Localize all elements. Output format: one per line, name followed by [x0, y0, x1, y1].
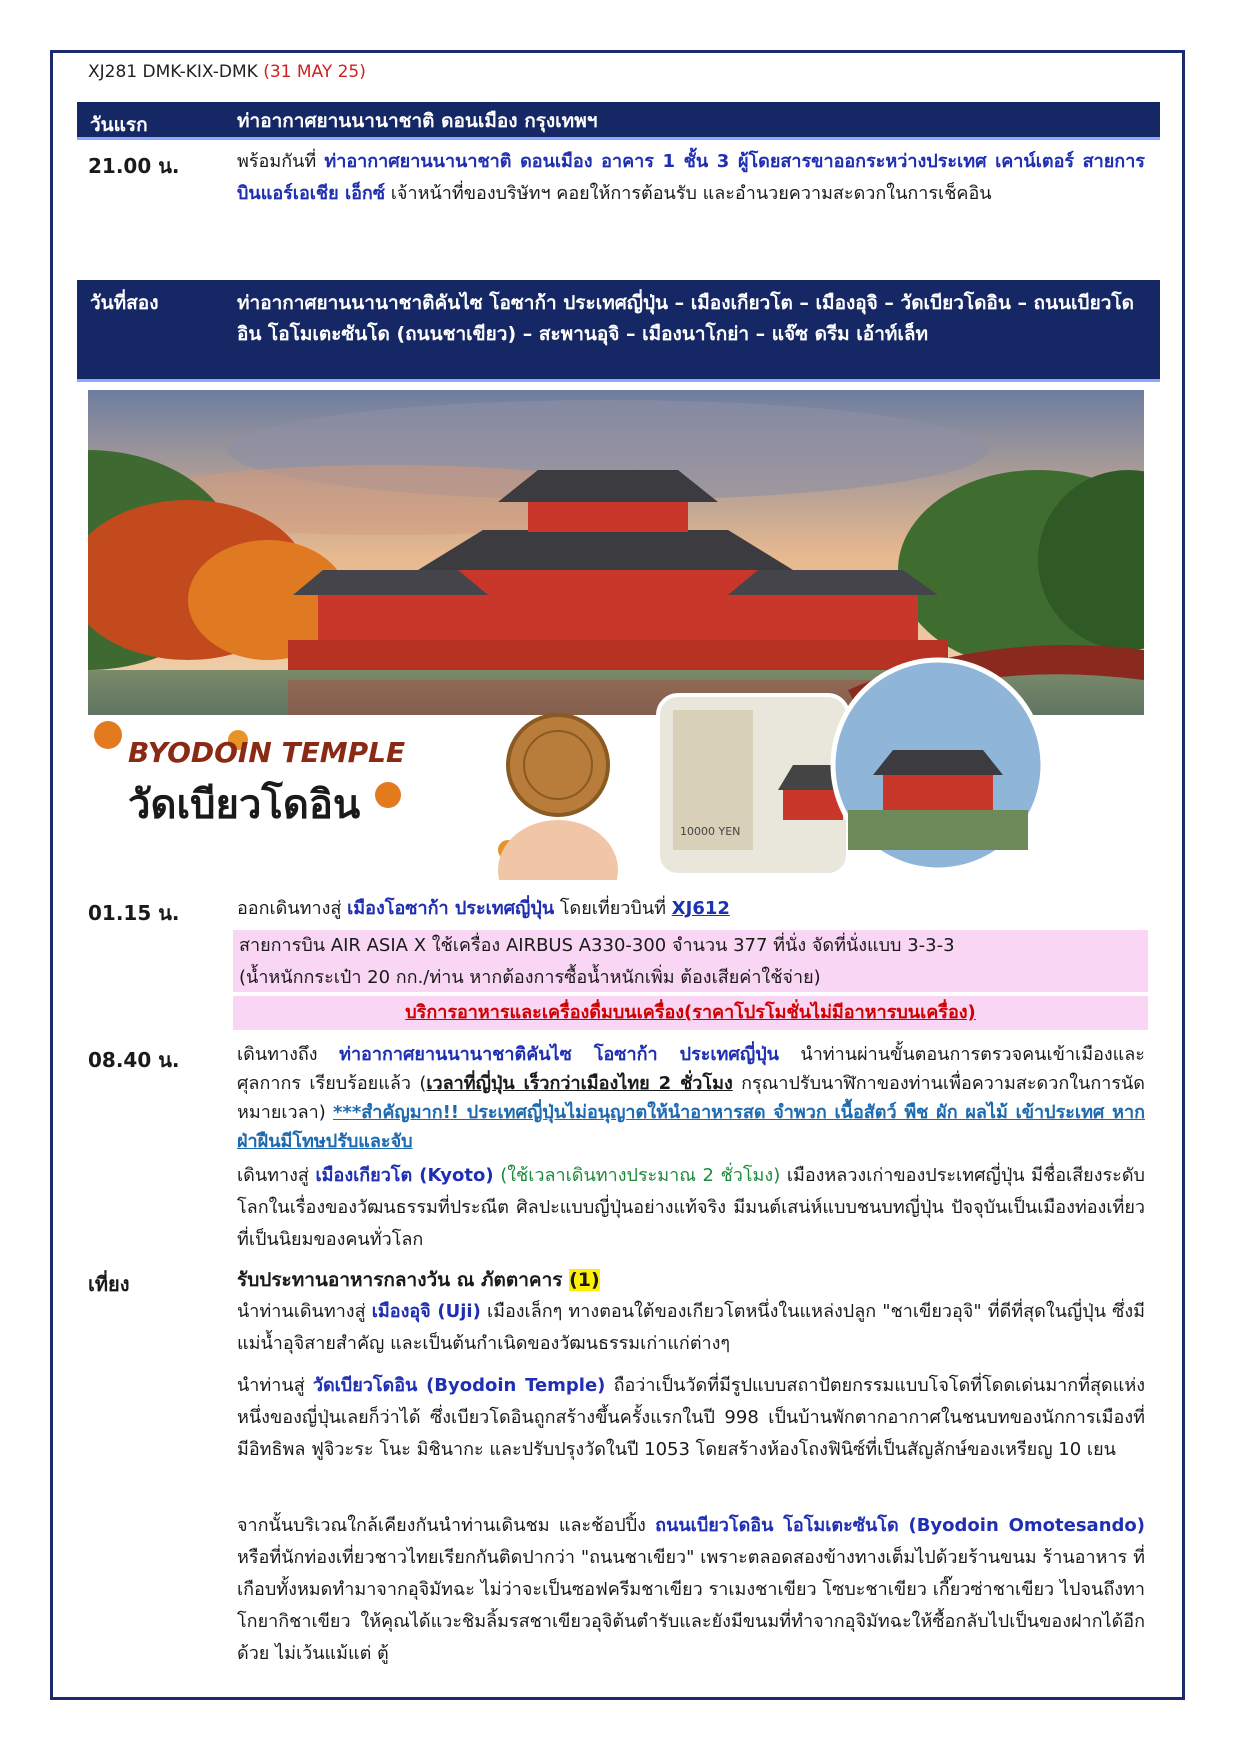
day1-p1: พร้อมกันที่	[237, 151, 317, 172]
time-0840: 08.40 น.	[88, 1048, 180, 1072]
banner-illustration	[88, 390, 1144, 880]
day1-title: ท่าอากาศยานนานาชาติ ดอนเมือง กรุงเทพฯ	[237, 110, 598, 132]
kyoto-paragraph	[237, 1160, 1145, 1256]
uji-name: เมืองอุจิ (Uji)	[371, 1301, 481, 1322]
arrive-c: นำท่านผ่านขั้นตอนการตรวจคนเข้าเมืองและศุลกากร เรียบร้อยแล้ว (	[237, 1044, 1145, 1094]
arrive-a: เดินทางถึง	[237, 1044, 318, 1065]
flight-c: โดยเที่ยวบินที่	[559, 898, 667, 919]
banknote-text: 10000 YEN	[680, 825, 741, 838]
temple-c: ถือว่าเป็นวัดที่มีรูปแบบสถาปัตยกรรมแบบโจโดที่โดดเด่นมากที่สุดแห่งหนึ่งของญี่ปุ่นเลยก็ว่าได้ ซึ่งเบียวโดอินถูกสร้างขึ้นครั้งแรกในปี 998 เป็นบ้านพักตากอากาศในชนบทของนักการเมืองที่มีอิทธิพล ฟูจิวะระ โนะ มิชินากะ และปรับปรุงวัดในปี 1053 โดยสร้างห้องโถงฟินิซ์ที่เป็นสัญลักษ์ของเหรียญ 10 เยน	[237, 1375, 1145, 1460]
flight-info-box	[233, 930, 1148, 992]
flight-destination: เมืองโอซาก้า ประเทศญี่ปุ่น	[347, 898, 555, 919]
flight-a: ออกเดินทางสู่	[237, 898, 342, 919]
flight-code-line	[88, 62, 366, 82]
day1-header-bar	[77, 102, 1160, 140]
meal-note: บริการอาหารและเครื่องดื่มบนเครื่อง(ราคาโปรโมชั่นไม่มีอาหารบนเครื่อง)	[405, 1002, 976, 1023]
meal-number-badge: (1)	[569, 1269, 600, 1291]
arrival-paragraph	[237, 1040, 1145, 1156]
kyoto-name: เมืองเกียวโต (Kyoto)	[315, 1165, 494, 1186]
lunch-line	[237, 1264, 1145, 1296]
flight-info-2: (น้ำหนักกระเป๋า 20 กก./ท่าน หากต้องการซื้อน้ำหนักเพิ่ม ต้องเสียค่าใช้จ่าย)	[239, 967, 821, 988]
kyoto-d: เมืองหลวงเก่าของประเทศญี่ปุ่น มีชื่อเสียงระดับโลกในเรื่องของวัฒนธรรมที่ประณีต ศิลปะแบบญี่ปุ่นอย่างแท้จริง มีมนต์เสน่ห์แบบชนบทญี่ปุ่น ปัจจุบันเป็นเมืองท่องเที่ยวที่เป็นนิยมของคนทั่วโลก	[237, 1165, 1145, 1250]
time-2100: 21.00 น.	[88, 154, 180, 178]
banner-title-en: BYODOIN TEMPLE	[128, 736, 406, 769]
day1-label: วันแรก	[90, 114, 148, 136]
arrive-airport: ท่าอากาศยานนานาชาติคันไซ โอซาก้า ประเทศญี่ปุ่น	[339, 1044, 779, 1065]
day1-p2: ท่าอากาศยานนานาชาติ ดอนเมือง อาคาร 1 ชั้น 3 ผู้โดยสารขาออกระหว่างประเทศ เคาน์เตอร์ สายการบินแอร์เอเชีย เอ็กซ์	[237, 151, 1145, 204]
flight-info-1: สายการบิน AIR ASIA X ใช้เครื่อง AIRBUS A330-300 จำนวน 377 ที่นั่ง จัดที่นั่งแบบ 3-3-3	[239, 935, 955, 956]
byodoin-banner-image	[88, 390, 1144, 880]
kyoto-duration: (ใช้เวลาเดินทางประมาณ 2 ชั่วโมง)	[500, 1165, 781, 1186]
street-a: จากนั้นบริเวณใกล้เคียงกันนำท่านเดินชม และช้อปปิ้ง	[237, 1515, 646, 1536]
street-c: หรือที่นักท่องเที่ยวชาวไทยเรียกกันติดปากว่า "ถนนชาเขียว" เพราะตลอดสองข้างทางเต็มไปด้วยร้านขนม ร้านอาหาร ที่เกือบทั้งหมดทำมาจากอุจิมัทฉะ ไม่ว่าจะเป็นซอฟครีมชาเขียว ราเมงชาเขียว โซบะชาเขียว เกี๊ยวซ่าชาเขียว ไปจนถึงทาโกยากิชาเขียว ให้คุณได้แวะชิมลิ้มรสชาเขียวอุจิต้นตำรับและยังมีขนมที่ทำจากอุจิมัทฉะให้ซื้อกลับไปเป็นของฝากได้อีกด้วย ไม่เว้นแม้แต่ ตู้	[237, 1547, 1145, 1664]
flight-number-link[interactable]: XJ612	[671, 898, 730, 919]
uji-c: เมืองเล็กๆ ทางตอนใต้ของเกียวโตหนึ่งในแหล่งปลูก "ชาเขียวอุจิ" ที่ดีที่สุดในญี่ปุ่น ซึ่งมีแม่น้ำอุจิสายสำคัญ และเป็นต้นกำเนิดของวัฒนธรรมเก่าแก่ต่างๆ	[237, 1301, 1145, 1354]
temple-paragraph	[237, 1370, 1145, 1466]
day1-p3: เจ้าหน้าที่ของบริษัทฯ คอยให้การต้อนรับ และอำนวยความสะดวกในการเช็คอิน	[390, 183, 992, 204]
uji-a: นำท่านเดินทางสู่	[237, 1301, 366, 1322]
omotesando-name: ถนนเบียวโดอิน โอโมเตะซันโด (Byodoin Omotesando)	[655, 1515, 1145, 1536]
arrive-e: กรุณาปรับนาฬิกาของท่านเพื่อความสะดวกในการนัดหมายเวลา)	[237, 1073, 1145, 1123]
day1-paragraph	[237, 146, 1145, 210]
omotesando-paragraph	[237, 1510, 1145, 1670]
time-0115: 01.15 น.	[88, 901, 180, 925]
uji-paragraph	[237, 1296, 1145, 1360]
flight-line	[237, 893, 1145, 925]
temple-name: วัดเบียวโดอิน (Byodoin Temple)	[312, 1375, 606, 1396]
banner-title-th: วัดเบียวโดอิน	[128, 782, 361, 828]
flight-date: (31 MAY 25)	[263, 62, 366, 82]
kyoto-a: เดินทางสู่	[237, 1165, 309, 1186]
import-warning-link[interactable]: ***สำคัญมาก!! ประเทศญี่ปุ่นไม่อนุญาตให้นำอาหารสด จำพวก เนื้อสัตว์ พืช ผัก ผลไม้ เข้าประเทศ หากฝ่าฝืนมีโทษปรับและจับ	[237, 1102, 1145, 1152]
time-lunch: เที่ยง	[88, 1272, 130, 1296]
day2-label: วันที่สอง	[90, 292, 159, 314]
day2-title: ท่าอากาศยานนานาชาติคันไซ โอซาก้า ประเทศญี่ปุ่น – เมืองเกียวโต – เมืองอุจิ – วัดเบียวโดอิน – ถนนเบียวโดอิน โอโมเตะซันโด (ถนนชาเขียว) – สะพานอุจิ – เมืองนาโกย่า – แจ๊ซ ดรีม เอ้าท์เล็ท	[237, 292, 1134, 345]
day2-header-bar	[77, 280, 1160, 382]
flight-code: XJ281 DMK-KIX-DMK	[88, 62, 258, 82]
time-difference-note: เวลาที่ญี่ปุ่น เร็วกว่าเมืองไทย 2 ชั่วโมง	[426, 1073, 733, 1094]
temple-a: นำท่านสู่	[237, 1375, 305, 1396]
meal-box	[233, 996, 1148, 1030]
lunch-text: รับประทานอาหารกลางวัน ณ ภัตตาคาร	[237, 1269, 563, 1291]
